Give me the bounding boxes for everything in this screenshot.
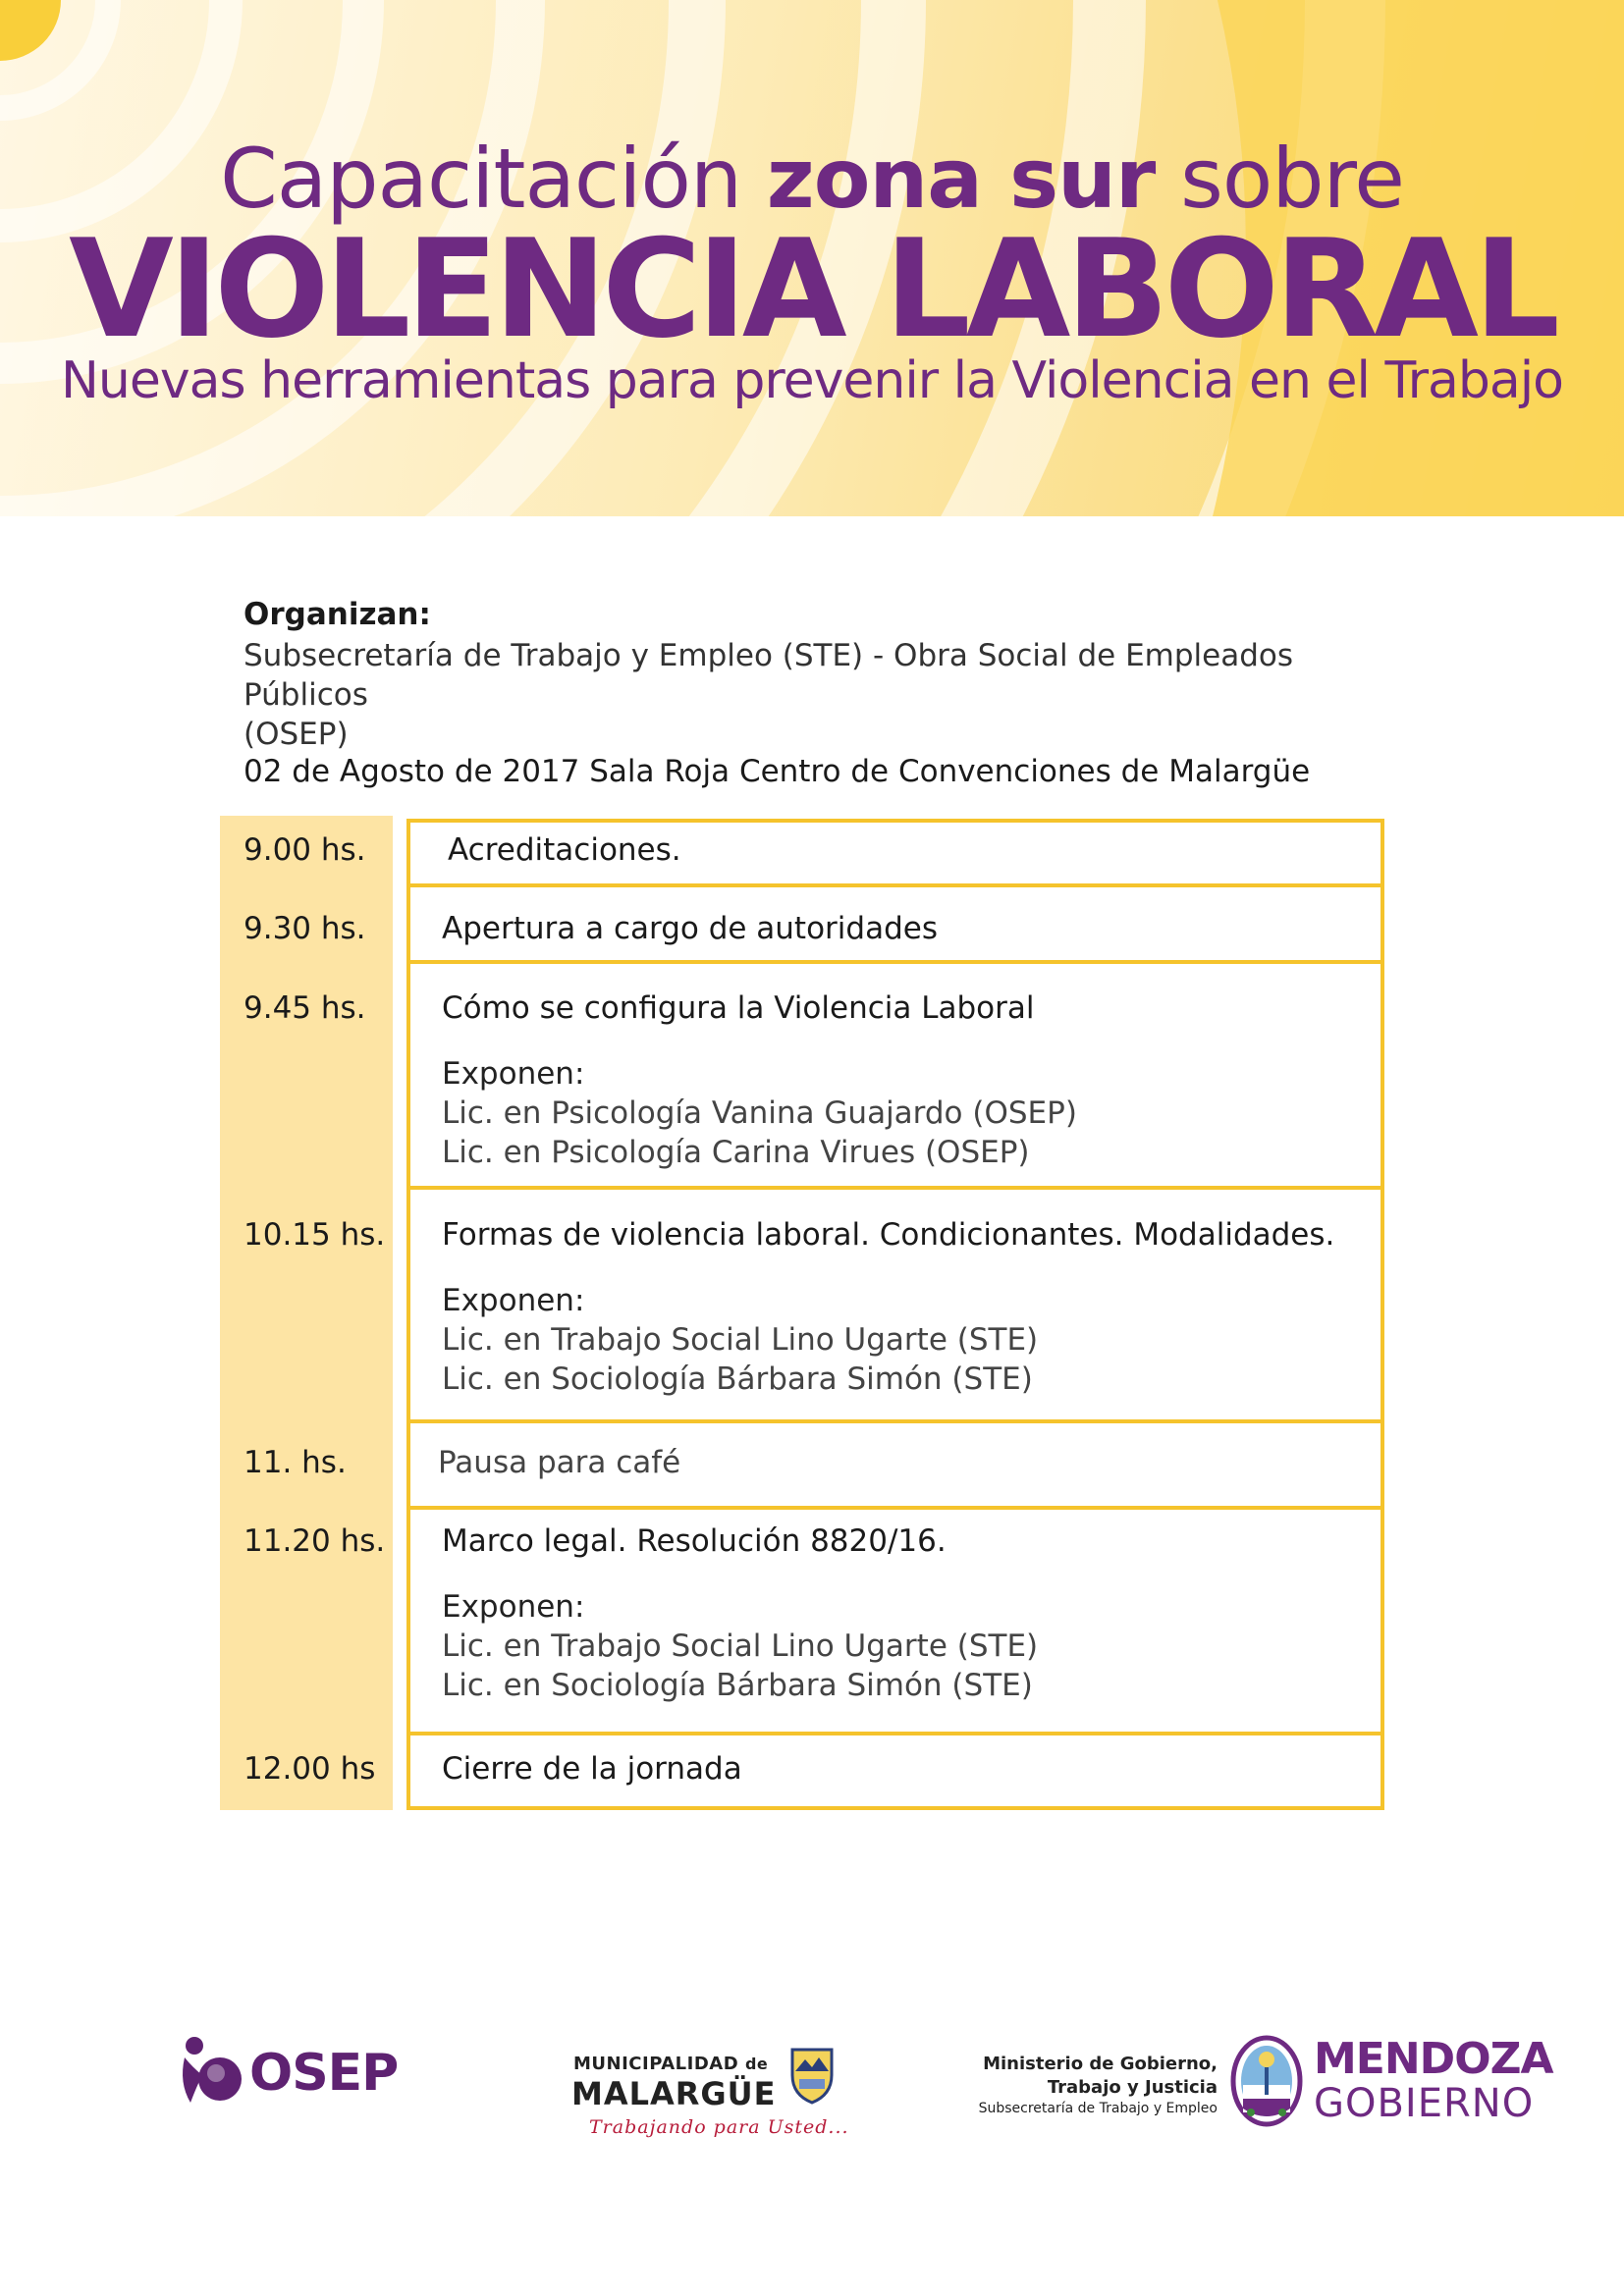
- organizers-label: Organizan:: [244, 597, 431, 632]
- speakers-label: Exponen:: [442, 1283, 585, 1318]
- row-title: Pausa para café: [438, 1445, 681, 1480]
- row-time: 11. hs.: [244, 1445, 347, 1480]
- mendoza-shield: [1229, 2034, 1304, 2128]
- muni-label: [573, 2054, 768, 2074]
- osep-emblem-icon: [177, 2032, 245, 2110]
- row-title: Apertura a cargo de autoridades: [442, 911, 938, 946]
- row-title: Acreditaciones.: [448, 832, 681, 868]
- speaker: Lic. en Psicología Carina Virues (OSEP): [442, 1135, 1030, 1170]
- ministerio-text: [962, 2030, 1218, 2118]
- speakers-label: Exponen:: [442, 1056, 585, 1092]
- organizers-text: [244, 636, 1402, 754]
- speaker: Lic. en Psicología Vanina Guajardo (OSEP): [442, 1095, 1077, 1131]
- time-column: [220, 816, 393, 1810]
- mendoza-word: MENDOZA: [1314, 2034, 1553, 2084]
- speaker: Lic. en Sociología Bárbara Simón (STE): [442, 1668, 1033, 1703]
- mendoza-gobierno-logo: [1314, 2034, 1553, 2132]
- speaker: Lic. en Trabajo Social Lino Ugarte (STE): [442, 1629, 1039, 1664]
- osep-name: OSEP: [249, 2044, 399, 2103]
- ministerio-line-2: Trabajo y Justicia: [1047, 2077, 1218, 2098]
- row-time: 9.45 hs.: [244, 990, 366, 1026]
- row-time: 12.00 hs: [244, 1751, 376, 1787]
- speaker: Lic. en Trabajo Social Lino Ugarte (STE): [442, 1322, 1039, 1358]
- organizers-line-1: Subsecretaría de Trabajo y Empleo (STE) - Obra Social de Empleados Públicos: [244, 638, 1294, 713]
- row-title: Cierre de la jornada: [442, 1751, 742, 1787]
- row-speakers: [442, 1054, 1077, 1172]
- muni-name: MALARGÜE: [571, 2075, 777, 2112]
- muni-de: de: [744, 2055, 769, 2073]
- osep-logo: [177, 2032, 403, 2110]
- row-speakers: [442, 1587, 1038, 1705]
- muni-top: MUNICIPALIDAD: [573, 2054, 739, 2074]
- malargue-shield-icon: [787, 2042, 837, 2105]
- speaker: Lic. en Sociología Bárbara Simón (STE): [442, 1362, 1033, 1397]
- ministerio-line-3: Subsecretaría de Trabajo y Empleo: [978, 2101, 1218, 2116]
- title-suffix: sobre: [1180, 131, 1404, 227]
- gobierno-word: GOBIERNO: [1314, 2081, 1535, 2126]
- row-time: 9.00 hs.: [244, 832, 366, 868]
- event-date: 02 de Agosto de 2017 Sala Roja Centro de Convenciones de Malargüe: [244, 754, 1311, 789]
- title-prefix: Capacitación: [220, 131, 742, 227]
- row-title: Cómo se configura la Violencia Laboral: [442, 990, 1035, 1026]
- row-time: 11.20 hs.: [244, 1523, 386, 1559]
- sun-icon: [0, 0, 61, 61]
- organizers-line-2: (OSEP): [244, 717, 349, 752]
- muni-slogan: Trabajando para Usted...: [589, 2116, 849, 2138]
- row-time: 9.30 hs.: [244, 911, 366, 946]
- row-title: Marco legal. Resolución 8820/16.: [442, 1523, 947, 1559]
- speakers-label: Exponen:: [442, 1589, 585, 1625]
- mendoza-shield-icon: [1229, 2034, 1304, 2128]
- ministerio-line-1: Ministerio de Gobierno,: [983, 2054, 1218, 2074]
- row-time: 10.15 hs.: [244, 1217, 386, 1253]
- malargue-logo: [569, 2042, 854, 2140]
- subtitle: Nuevas herramientas para prevenir la Violencia en el Trabajo: [61, 351, 1563, 410]
- title-line-1: [0, 131, 1624, 227]
- title-bold: zona sur: [766, 131, 1156, 227]
- main-title: VIOLENCIA LABORAL: [69, 210, 1555, 368]
- row-speakers: [442, 1281, 1038, 1399]
- header-banner: [0, 0, 1624, 516]
- row-title: Formas de violencia laboral. Condicionantes. Modalidades.: [442, 1217, 1335, 1253]
